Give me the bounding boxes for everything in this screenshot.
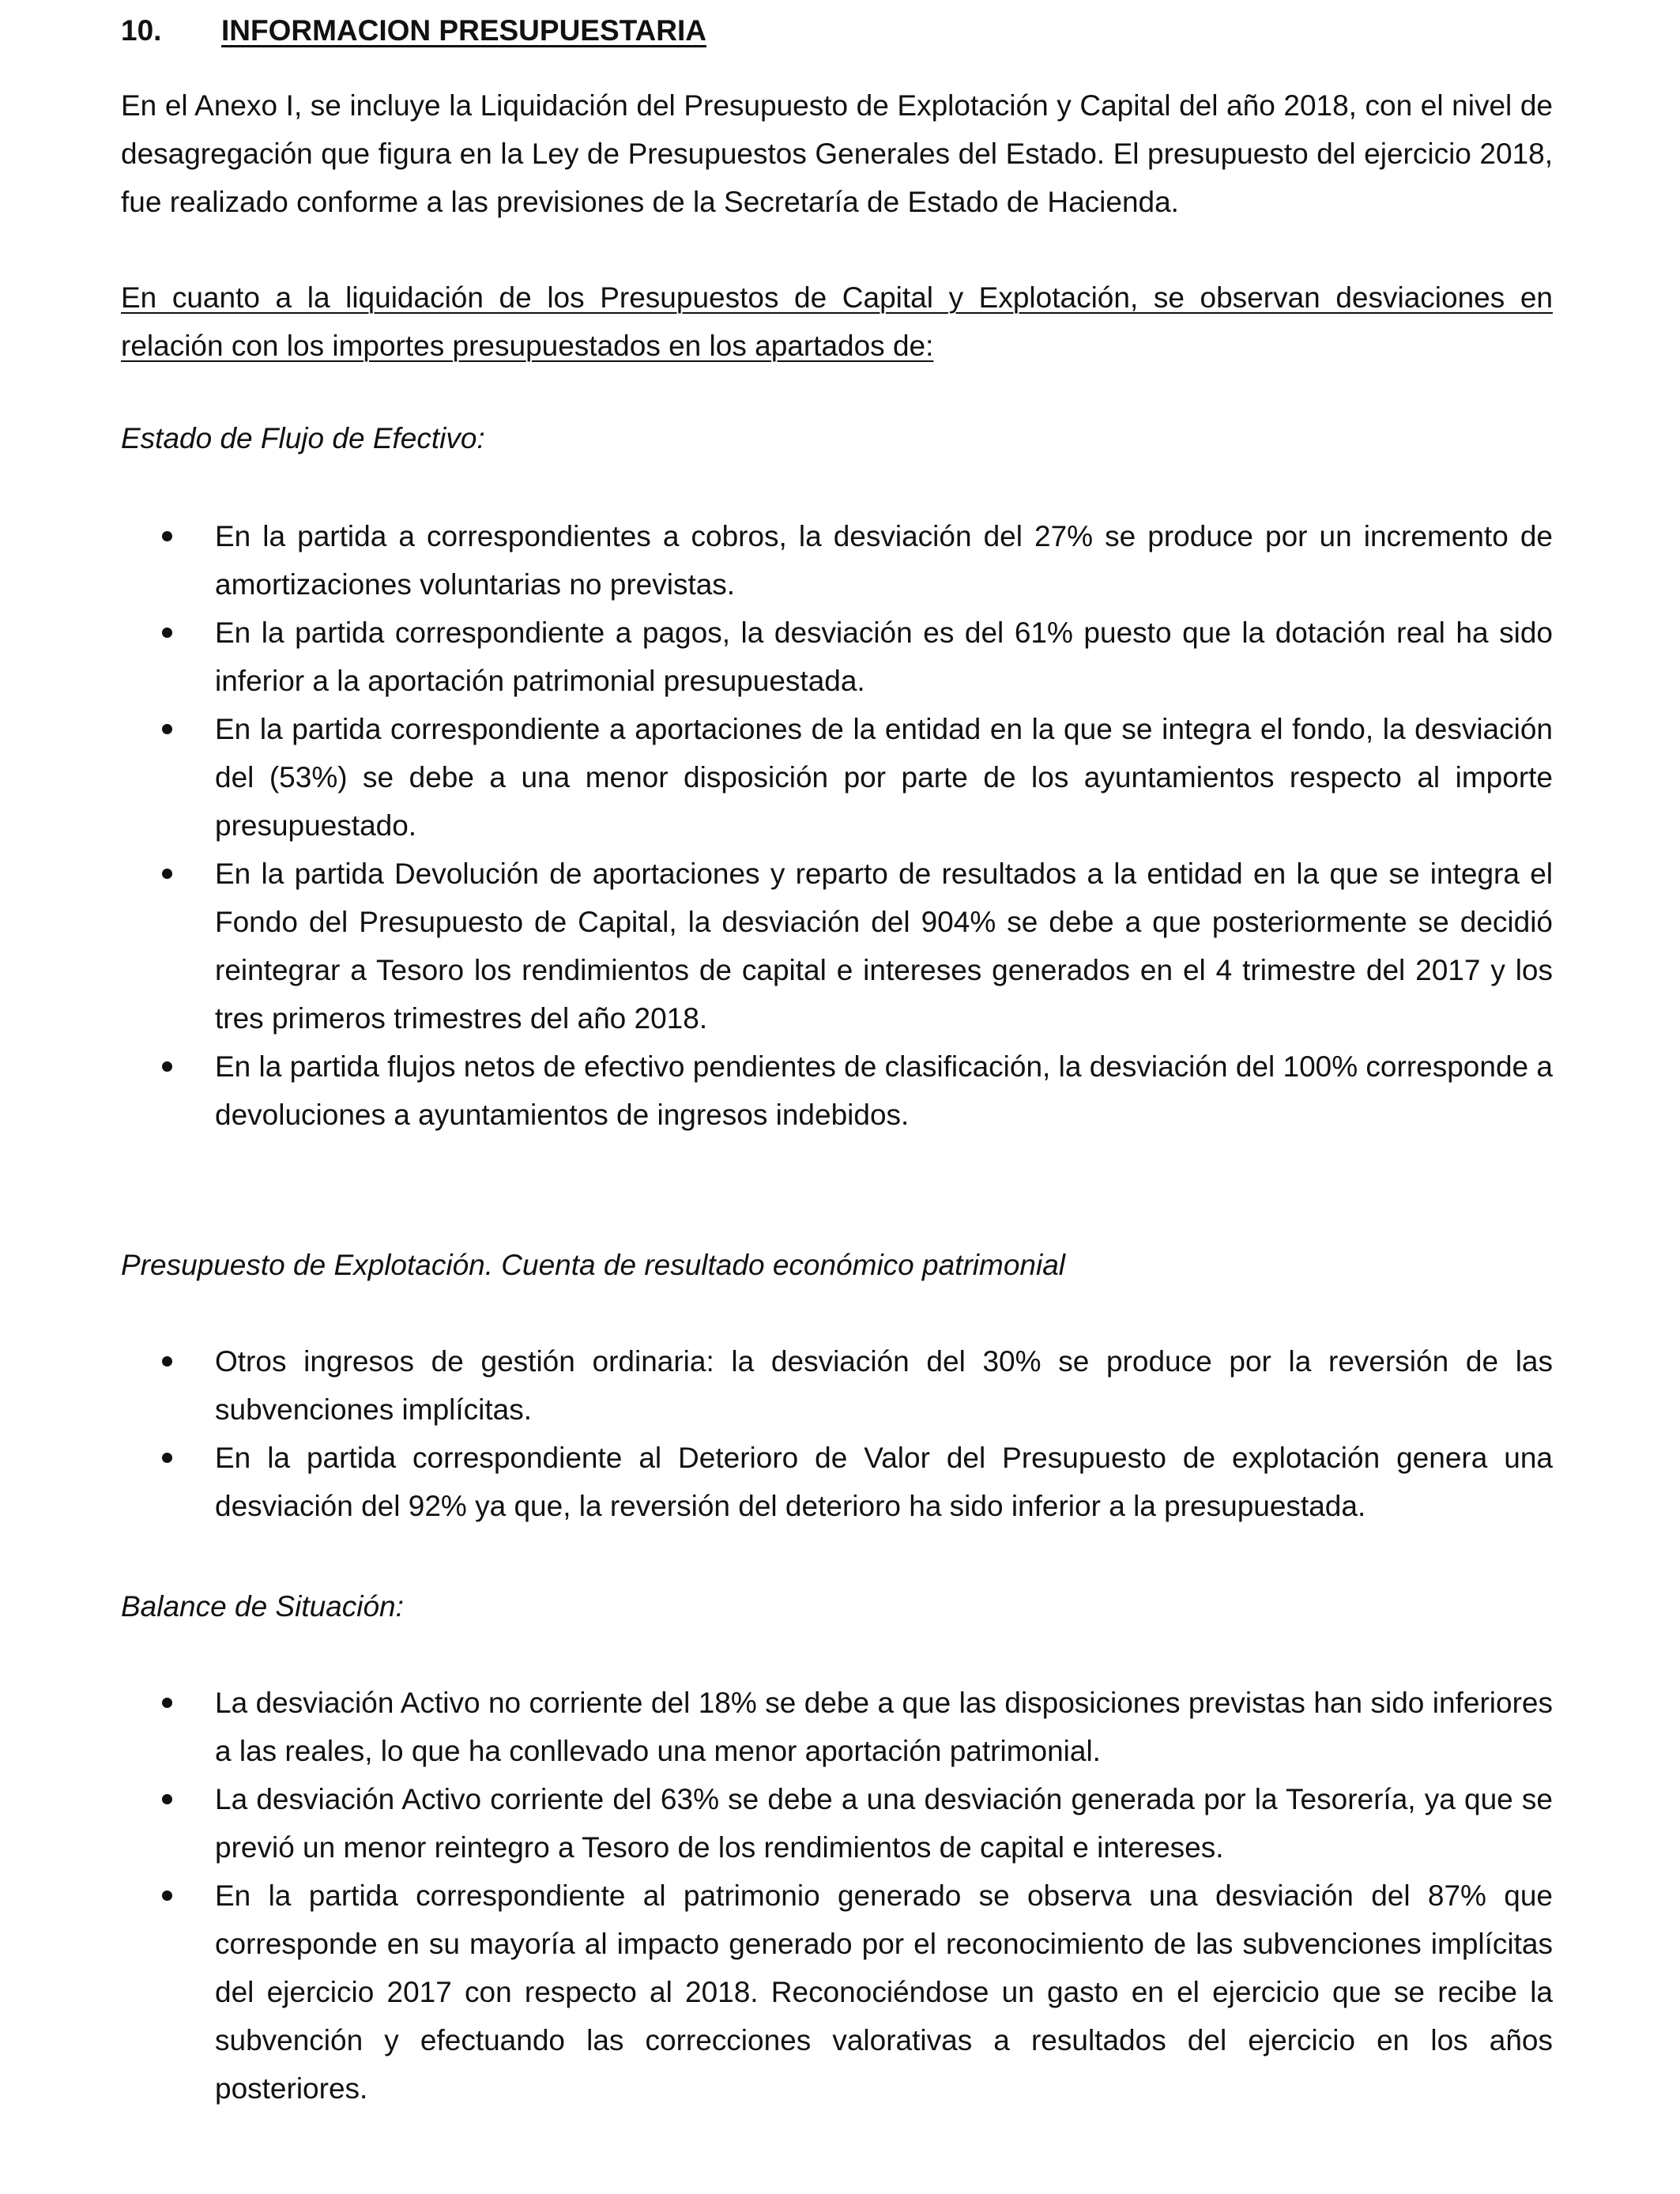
bullet-icon bbox=[162, 1891, 172, 1901]
list-item-text: Otros ingresos de gestión ordinaria: la desviación del 30% se produce por la reversión de las subvenciones implícitas. bbox=[215, 1345, 1553, 1426]
section-heading bbox=[121, 6, 1543, 55]
operating-budget-heading: Presupuesto de Explotación. Cuenta de resultado económico patrimonial bbox=[121, 1249, 1066, 1281]
list-item-text: En la partida correspondiente al Deterioro de Valor del Presupuesto de explotación genera una desviación del 92% ya que, la reversión del deterioro ha sido inferior a la presupuestada. bbox=[215, 1442, 1553, 1522]
balance-sheet-list bbox=[121, 1679, 1553, 2113]
bullet-icon bbox=[162, 724, 172, 734]
list-item bbox=[121, 1434, 1553, 1530]
bullet-icon bbox=[162, 1356, 172, 1367]
section-number: 10. bbox=[121, 14, 162, 47]
operating-budget-list bbox=[121, 1337, 1553, 1530]
bullet-icon bbox=[162, 869, 172, 879]
list-item-text: En la partida a correspondientes a cobros, la desviación del 27% se produce por un incremento de amortizaciones voluntarias no previstas. bbox=[215, 520, 1553, 601]
list-item-text: En la partida Devolución de aportaciones y reparto de resultados a la entidad en la que se integra el Fondo del Presupuesto de Capital, la desviación del 904% se debe a que posteriormente se decidió reintegrar a Tesoro los rendimientos de capital e intereses generados en el 4 trimestre del 2017 y los tres primeros trimestres del año 2018. bbox=[215, 858, 1553, 1035]
list-item bbox=[121, 512, 1553, 609]
list-item-text: En la partida correspondiente a aportaciones de la entidad en la que se integra el fondo, la desviación del (53%) se debe a una menor disposición por parte de los ayuntamientos respecto al importe presupuestado. bbox=[215, 713, 1553, 842]
list-item-text: En la partida correspondiente a pagos, la desviación es del 61% puesto que la dotación real ha sido inferior a la aportación patrimonial presupuestada. bbox=[215, 616, 1553, 697]
balance-sheet-heading: Balance de Situación: bbox=[121, 1590, 404, 1623]
list-item bbox=[121, 1337, 1553, 1434]
bullet-icon bbox=[162, 1453, 172, 1463]
list-item bbox=[121, 850, 1553, 1042]
list-item bbox=[121, 1872, 1553, 2113]
bullet-icon bbox=[162, 628, 172, 638]
list-item-text: La desviación Activo no corriente del 18% se debe a que las disposiciones previstas han sido inferiores a las reales, lo que ha conllevado una menor aportación patrimonial. bbox=[215, 1687, 1553, 1767]
cash-flow-heading: Estado de Flujo de Efectivo: bbox=[121, 422, 485, 454]
list-item bbox=[121, 1679, 1553, 1775]
deviation-intro-paragraph: En cuanto a la liquidación de los Presupuestos de Capital y Explotación, se observan desviaciones en relación con los importes presupuestados en los apartados de: bbox=[121, 281, 1553, 362]
list-item bbox=[121, 1775, 1553, 1872]
list-item bbox=[121, 1042, 1553, 1139]
cash-flow-list bbox=[121, 512, 1553, 1139]
list-item-text: En la partida correspondiente al patrimonio generado se observa una desviación del 87% que corresponde en su mayoría al impacto generado por el reconocimiento de las subvenciones implícitas del ejercicio 2017 con respecto al 2018. Reconociéndose un gasto en el ejercicio que se recibe la subvención y efectuando las correcciones valorativas a resultados del ejercicio en los años posteriores. bbox=[215, 1879, 1553, 2105]
list-item-text: En la partida flujos netos de efectivo pendientes de clasificación, la desviación del 100% corresponde a devoluciones a ayuntamientos de ingresos indebidos. bbox=[215, 1050, 1553, 1131]
list-item-text: La desviación Activo corriente del 63% se debe a una desviación generada por la Tesorería, ya que se previó un menor reintegro a Tesoro de los rendimientos de capital e intereses. bbox=[215, 1783, 1553, 1864]
bullet-icon bbox=[162, 1698, 172, 1708]
intro-paragraph: En el Anexo I, se incluye la Liquidación del Presupuesto de Explotación y Capital del año 2018, con el nivel de desagregación que figura en la Ley de Presupuestos Generales del Estado. El presupuesto del ejercicio 2018, fue realizado conforme a las previsiones de la Secretaría de Estado de Hacienda. bbox=[121, 89, 1553, 218]
list-item bbox=[121, 705, 1553, 850]
bullet-icon bbox=[162, 1061, 172, 1072]
section-title: INFORMACION PRESUPUESTARIA bbox=[221, 14, 706, 47]
list-item bbox=[121, 609, 1553, 705]
bullet-icon bbox=[162, 531, 172, 541]
bullet-icon bbox=[162, 1794, 172, 1804]
